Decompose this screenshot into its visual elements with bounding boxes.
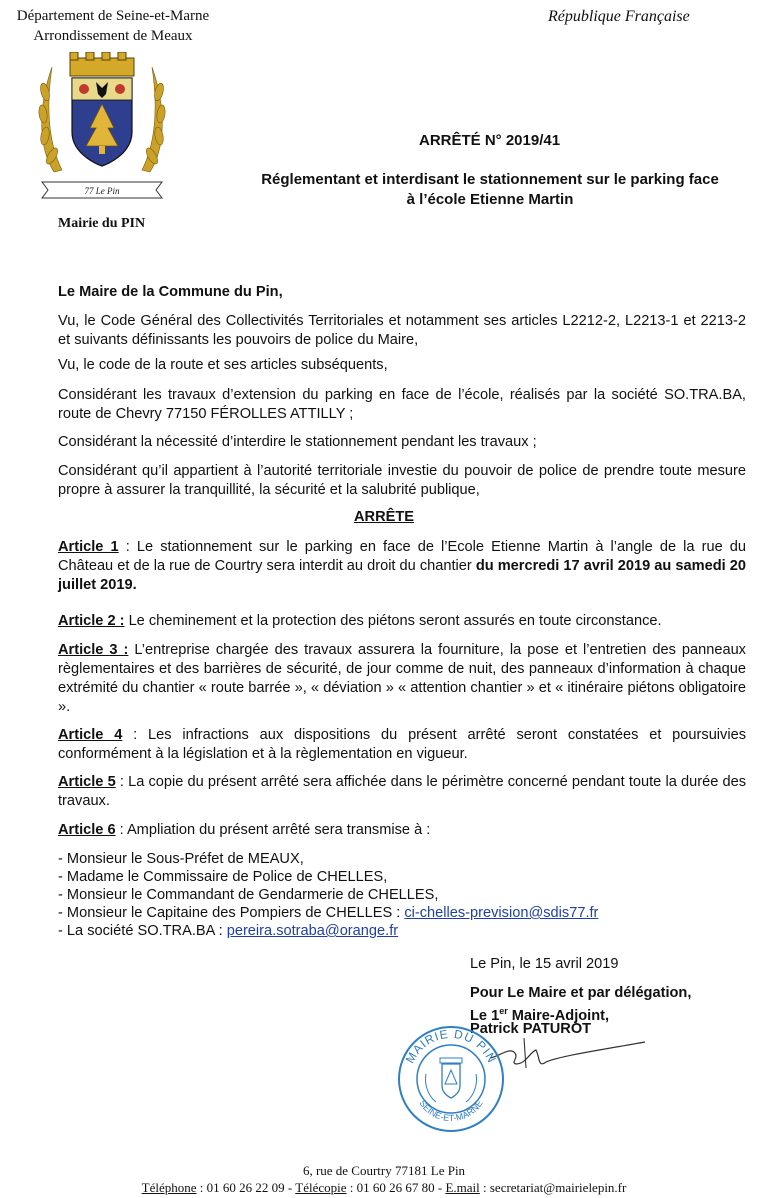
footer-email-value: : secretariat@mairielepin.fr [479,1180,627,1195]
recipient-commissaire: - Madame le Commissaire de Police de CHELLES, [58,869,388,885]
article-4-text: : Les infractions aux dispositions du présent arrêté seront constatées et poursuivies conformément à la législation et à la règlementation en vigueur. [58,727,746,762]
article-1-text: : Le stationnement sur le parking en face de l’Ecole Etienne Martin à l’angle de la rue du Château et de la rue de Courtry sera interdit au droit du chantier [58,539,747,574]
footer-address: 6, rue de Courtry 77181 Le Pin [302,1163,466,1178]
signature-title-sup: er [499,1006,508,1016]
recipient-sotraba [58,922,398,941]
pompiers-email-link[interactable]: ci-chelles-prevision@sdis77.fr [404,905,599,921]
signature-title-suffix: Maire-Adjoint, [507,1007,610,1024]
recipient-sotraba-text: - La société SO.TRA.BA : [58,923,227,939]
article-3-text: L’entreprise chargée des travaux assurera la fourniture, la pose et l’entretien des panneaux règlementaires et des barrières de sécurité, de jour comme de nuit, des panneaux d’information à chaque extrémité du chantier « route barrée », « déviation » « attention chantier » et « itinéraire piétons obligatoire ». [58,642,746,715]
article-1-label: Article 1 [58,539,119,555]
article-2-label: Article 2 : [58,613,125,629]
article-3-label: Article 3 : [58,642,129,658]
stamp-top-text: MAIRIE DU PIN [402,1026,500,1066]
article-2 [58,612,746,631]
article-6 [58,821,746,840]
considerant-autorite: Considérant qu’il appartient à l’autorité territoriale investie du pouvoir de police de prendre toute mesure propre à assurer la tranquillité, la sécurité et la salubrité publique, [58,463,746,498]
article-1-dates: du mercredi 17 avril 2019 au samedi 20 juillet 2019. [58,558,746,593]
footer-tel-label: Téléphone [141,1180,197,1195]
recipient-pompiers-text: - Monsieur le Capitaine des Pompiers de CHELLES : [58,905,405,921]
article-2-text: Le cheminement et la protection des piétons seront assurés en toute circonstance. [124,613,662,629]
article-4-label: Article 4 [58,727,123,743]
recipient-sous-prefet: - Monsieur le Sous-Préfet de MEAUX, [58,851,304,867]
considerant-travaux: Considérant les travaux d’extension du parking en face de l’école, réalisés par la société SO.TRA.BA, route de Chevry 77150 FÉROLLES ATTILLY ; [58,387,746,422]
footer-fax-value: : 01 60 26 67 80 - [346,1180,446,1195]
decree-number: ARRÊTÉ N° 2019/41 [419,132,561,149]
mairie-label: Mairie du PIN [58,216,146,231]
republic-label: République Française [548,8,690,25]
crest-ribbon-text: 77 Le Pin [84,186,120,196]
intro-line: Le Maire de la Commune du Pin, [58,284,283,300]
article-3 [58,641,746,717]
department-line: Département de Seine-et-Marne [16,8,210,24]
article-4 [58,726,746,764]
footer-email-label: E.mail [445,1180,480,1195]
vu-code-collectivites: Vu, le Code Général des Collectivités Territoriales et notamment ses articles L2212-2, L2213-1 et 2213-2 et suivants définissants les pouvoirs de police du Maire, [58,313,746,348]
decree-subject-line2: à l’école Etienne Martin [406,191,574,208]
arrondissement-line: Arrondissement de Meaux [33,28,193,44]
signature-title-prefix: Le 1 [470,1007,500,1024]
svg-text:SEINE-ET-MARNE [417,1098,484,1123]
article-5-text: : La copie du présent arrêté sera affichée dans le périmètre concerné pendant toute la durée des travaux. [58,774,746,809]
article-5 [58,773,746,811]
svg-text:MAIRIE DU PIN [403,1027,499,1066]
decree-subject-line1: Réglementant et interdisant le stationnement sur le parking face [261,171,719,188]
arrete-heading: ARRÊTE [354,509,414,525]
footer-contact [0,1180,768,1196]
recipient-pompiers [58,904,598,923]
considerant-necessite: Considérant la nécessité d’interdire le stationnement pendant les travaux ; [58,434,537,450]
footer-tel-value: : 01 60 26 22 09 - [196,1180,296,1195]
signature-name: Patrick PATUROT [470,1021,592,1037]
article-1 [58,538,746,595]
town-crest-logo [32,52,172,202]
signature-delegation: Pour Le Maire et par délégation, [470,985,692,1001]
article-6-label: Article 6 [58,822,116,838]
footer-fax-label: Télécopie [295,1180,347,1195]
sotraba-email-link[interactable]: pereira.sotraba@orange.fr [226,923,399,939]
recipient-gendarmerie: - Monsieur le Commandant de Gendarmerie de CHELLES, [58,887,439,903]
official-stamp [396,1024,506,1134]
article-6-text: : Ampliation du présent arrêté sera transmise à : [115,822,431,838]
stamp-bottom-text: SEINE-ET-MARNE [417,1098,485,1124]
article-5-label: Article 5 [58,774,116,790]
place-date: Le Pin, le 15 avril 2019 [470,956,619,972]
vu-code-route: Vu, le code de la route et ses articles subséquents, [58,357,388,373]
